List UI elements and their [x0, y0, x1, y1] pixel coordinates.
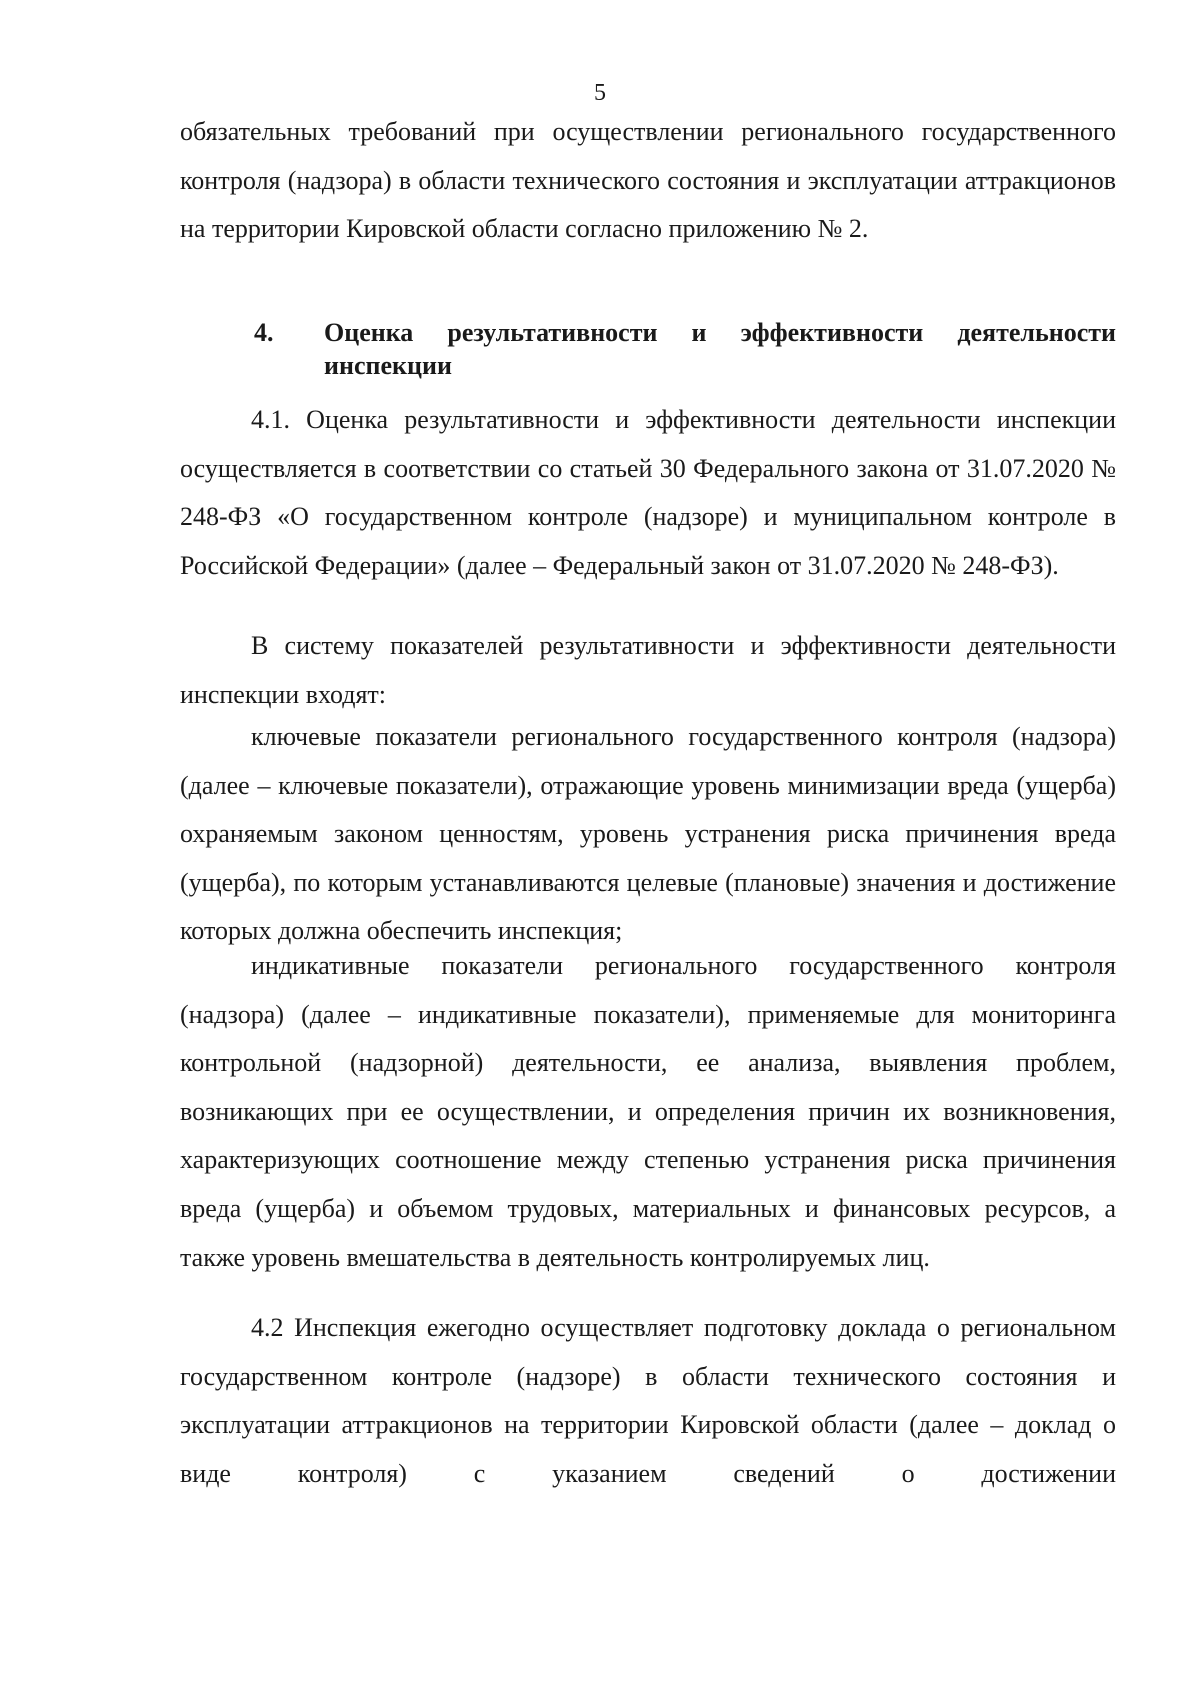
- section-title: Оценка результативности и эффективности деятельности инспекции: [324, 318, 1116, 380]
- paragraph-key-indicators-text: ключевые показатели регионального государственного контроля (надзора) (далее – ключевые показатели), отражающие уровень минимизации вреда (ущерба) охраняемым законом ценностям, уровень устранения риска причинения вреда (ущерба), по которым устанавливаются целевые (плановые) значения и достижение которых должна обеспечить инспекция;: [180, 722, 1116, 946]
- paragraph-indicative-indicators: [180, 942, 1116, 1282]
- paragraph-4-1: [180, 396, 1116, 590]
- section-number: 4.: [254, 318, 274, 347]
- paragraph-4-2-text: 4.2 Инспекция ежегодно осуществляет подготовку доклада о региональном государственном контроле (надзоре) в области технического состояния и эксплуатации аттракционов на территории Кировской области (далее – доклад о виде контроля) с указанием сведений о достижении: [180, 1313, 1116, 1488]
- paragraph-4-1-text: 4.1. Оценка результативности и эффективности деятельности инспекции осуществляется в соответствии со статьей 30 Федерального закона от 31.07.2020 № 248-ФЗ «О государственном контроле (надзоре) и муниципальном контроле в Российской Федерации» (далее – Федеральный закон от 31.07.2020 № 248-ФЗ).: [180, 405, 1116, 580]
- page-number: 5: [594, 80, 606, 106]
- paragraph-system: [180, 622, 1116, 719]
- paragraph-key-indicators: [180, 713, 1116, 956]
- paragraph-4-2: [180, 1304, 1116, 1498]
- paragraph-intro: [180, 108, 1116, 254]
- paragraph-intro-text: обязательных требований при осуществлении регионального государственного контроля (надзора) в области технического состояния и эксплуатации аттракционов на территории Кировской области согласно приложению № 2.: [180, 117, 1116, 244]
- paragraph-indicative-indicators-text: индикативные показатели регионального государственного контроля (надзора) (далее – индикативные показатели), применяемые для мониторинга контрольной (надзорной) деятельности, ее анализа, выявления проблем, возникающих при ее осуществлении, и определения причин их возникновения, характеризующих соотношение между степенью устранения риска причинения вреда (ущерба) и объемом трудовых, материальных и финансовых ресурсов, а также уровень вмешательства в деятельность контролируемых лиц.: [180, 951, 1116, 1272]
- paragraph-system-text: В систему показателей результативности и эффективности деятельности инспекции входят:: [180, 631, 1116, 709]
- section-heading: [254, 316, 1116, 382]
